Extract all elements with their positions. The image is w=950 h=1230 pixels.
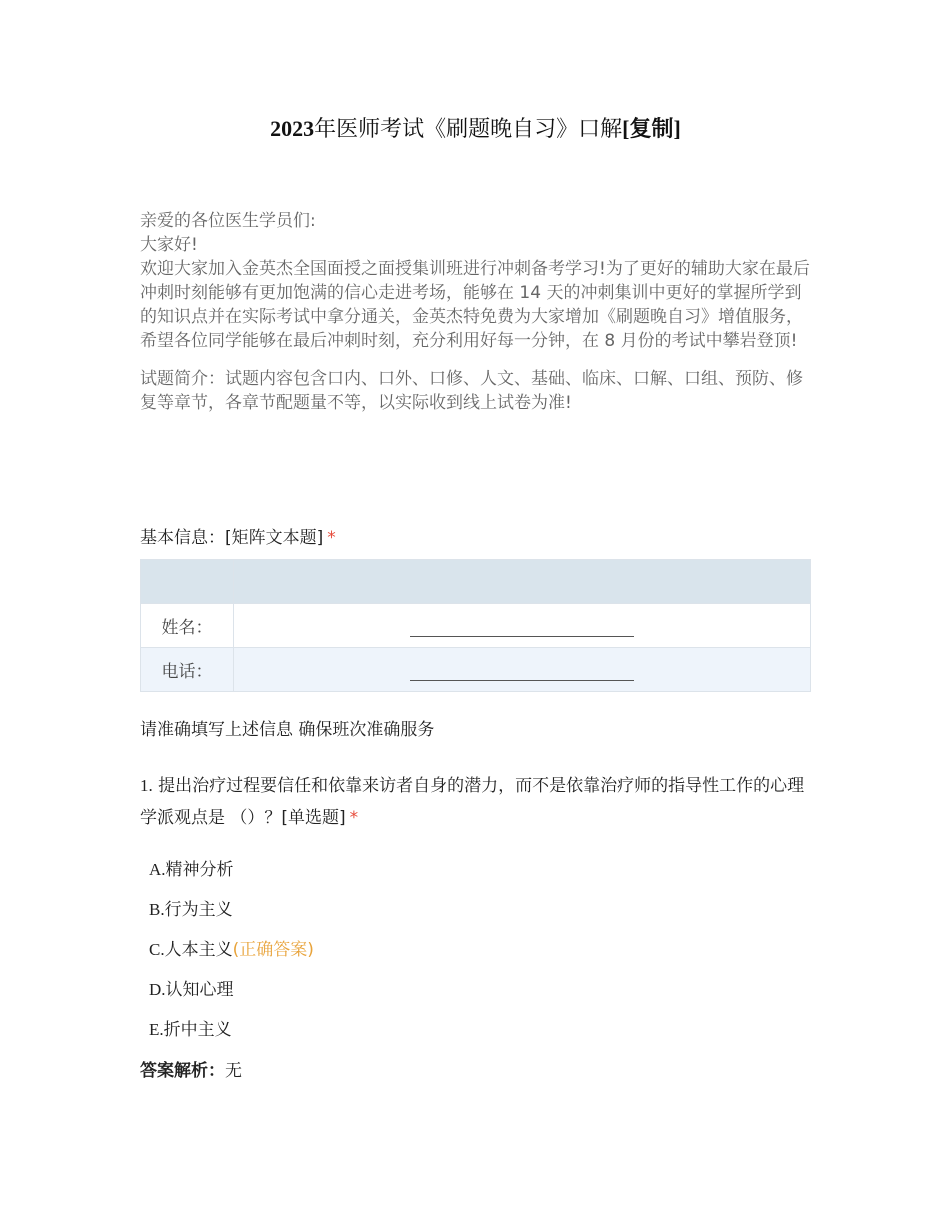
- option-text: 折中主义: [163, 1020, 232, 1040]
- page-title: [140, 112, 811, 143]
- option-letter: E.: [149, 1020, 164, 1039]
- title-copy-tag: [复制]: [622, 116, 681, 141]
- answer-analysis: [140, 1056, 242, 1081]
- required-mark: *: [349, 808, 359, 828]
- name-field-cell: [234, 604, 811, 648]
- intro-body: 欢迎大家加入金英杰全国面授之面授集训班进行冲刺备考学习!为了更好的辅助大家在最后冲刺时刻能够有更加饱满的信心走进考场，能够在 14 天的冲刺集训中更好的掌握所学到的知识点并在实际考试中拿分通关，金英杰特免费为大家增加《刷题晚自习》增值服务，希望各位同学能够在最后冲刺时刻，充分利用好每一分钟，在 8 月份的考试中攀岩登顶!: [140, 259, 810, 351]
- option-letter: D.: [149, 980, 166, 999]
- question-options: [149, 853, 314, 1053]
- matrix-header-row: [141, 560, 811, 604]
- name-label: 姓名：: [141, 604, 234, 648]
- intro-section: [140, 209, 811, 415]
- matrix-row-phone: [141, 648, 811, 692]
- option-text: 行为主义: [164, 900, 233, 920]
- matrix-header-cell: [234, 560, 811, 604]
- option-c[interactable]: [149, 933, 314, 973]
- correct-answer-tag: (正确答案): [232, 940, 314, 960]
- title-year: 2023: [270, 116, 315, 141]
- phone-label: 电话：: [141, 648, 234, 692]
- intro-hello: 大家好!: [140, 235, 198, 255]
- matrix-question-label: [140, 523, 336, 548]
- question-text: 提出治疗过程要信任和依靠来访者自身的潜力，而不是依靠治疗师的指导性工作的心理学派观点是 （）？[单选题]: [140, 776, 805, 828]
- intro-greeting: 亲爱的各位医生学员们:: [140, 211, 316, 231]
- required-mark: *: [327, 528, 336, 548]
- analysis-label: 答案解析：: [140, 1061, 225, 1081]
- fill-notice: 请准确填写上述信息 确保班次准确服务: [140, 720, 435, 740]
- title-text: 年医师考试《刷题晚自习》口解: [314, 116, 623, 141]
- name-input[interactable]: [410, 614, 634, 637]
- option-text: 认知心理: [165, 980, 234, 1000]
- matrix-row-name: [141, 604, 811, 648]
- option-b[interactable]: [149, 893, 314, 933]
- matrix-label-text: 基本信息：[矩阵文本题]: [140, 528, 324, 548]
- option-e[interactable]: [149, 1013, 314, 1053]
- analysis-value: 无: [225, 1061, 242, 1081]
- option-letter: A.: [149, 860, 166, 879]
- option-d[interactable]: [149, 973, 314, 1013]
- option-letter: B.: [149, 900, 165, 919]
- matrix-header-cell: [141, 560, 234, 604]
- question-number: 1.: [140, 776, 153, 795]
- question-1: [140, 770, 811, 834]
- intro-summary: 试题简介：试题内容包含口内、口外、口修、人文、基础、临床、口解、口组、预防、修复等章节，各章节配题量不等，以实际收到线上试卷为准!: [140, 369, 803, 413]
- option-text: 精神分析: [165, 860, 234, 880]
- option-letter: C.: [149, 940, 165, 959]
- matrix-table: [140, 559, 811, 692]
- option-text: 人本主义: [164, 940, 233, 960]
- phone-input[interactable]: [410, 658, 634, 681]
- phone-field-cell: [234, 648, 811, 692]
- option-a[interactable]: [149, 853, 314, 893]
